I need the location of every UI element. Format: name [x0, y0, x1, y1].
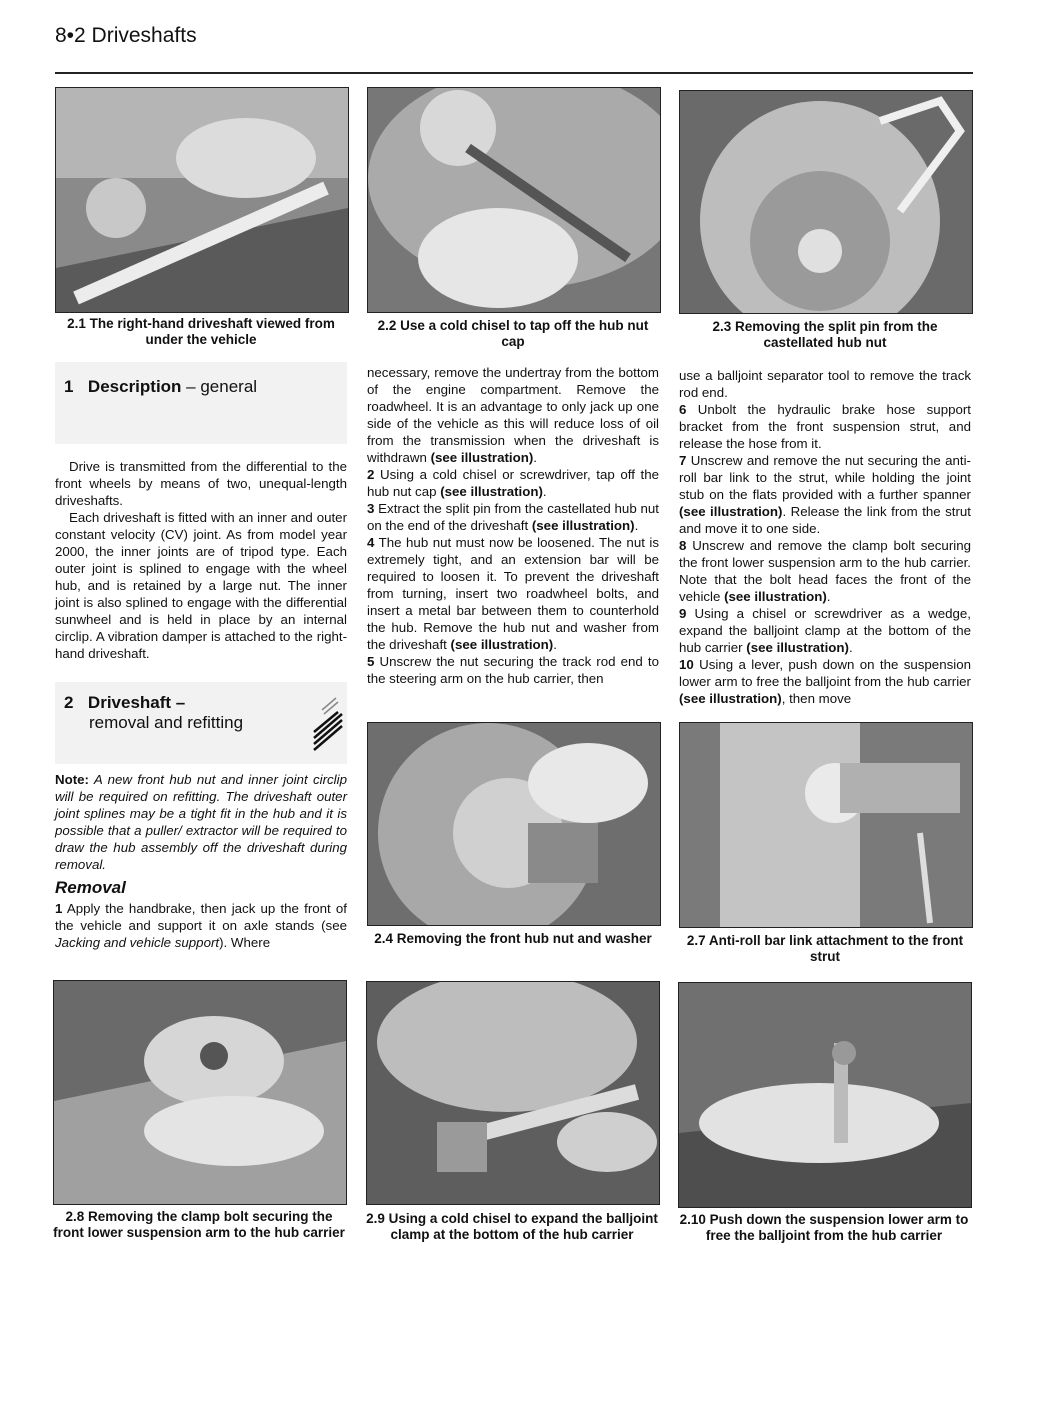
step-text: The hub nut must now be loosened. The nut is extremely tight, and an extension bar will be required to loosen it. To prevent the driveshaft from turning, insert two roadwheel bolts, and insert a metal bar between them to counterhold the hub. Remove the hub nut and washer from the driveshaft [367, 535, 659, 652]
step-8 [679, 537, 971, 605]
step-text: Using a cold chisel or screwdriver, tap off the hub nut cap [367, 467, 659, 499]
paragraph: Drive is transmitted from the differential to the front wheels by means of two, unequal-length driveshafts. [55, 459, 347, 508]
caption-2-7 [679, 933, 971, 965]
caption-2-3 [679, 319, 971, 351]
illustration-ref: (see illustration) [679, 691, 782, 706]
photo-2-3 [679, 90, 973, 314]
section-number: 2 [64, 693, 74, 712]
step-text-end: . [848, 640, 853, 655]
step-italic: Jacking and vehicle support [55, 935, 220, 950]
section-title-bold: Description [87, 377, 182, 396]
step-10 [679, 656, 971, 707]
section-title-bold: Driveshaft – [87, 693, 186, 712]
photo-2-1 [55, 87, 349, 313]
caption-2-8 [53, 1209, 345, 1241]
illustration-ref: (see illustration) [531, 518, 635, 533]
step-text: Apply the handbrake, then jack up the front of the vehicle and support it on axle stands (see [55, 901, 347, 933]
step-number: 4 [367, 535, 375, 550]
step-6 [679, 401, 971, 452]
note [55, 771, 347, 873]
photo-2-8 [53, 980, 347, 1205]
illustration-ref: (see illustration) [430, 450, 534, 465]
step-number: 3 [367, 501, 375, 516]
section-1-heading-panel [55, 362, 347, 444]
illustration-ref: (see illustration) [724, 589, 827, 604]
step-text-end: ). Where [219, 935, 271, 950]
header-rule [55, 72, 973, 74]
caption-num: 2.9 [366, 1211, 385, 1226]
step-text: Unscrew and remove the nut securing the anti-roll bar link to the strut, while holding the joint stub on the flats provided with a further spanner [679, 453, 971, 502]
caption-text: Removing the front hub nut and washer [396, 931, 652, 946]
step-number: 2 [367, 467, 375, 482]
caption-num: 2.8 [65, 1209, 85, 1224]
step-text: Using a lever, push down on the suspension lower arm to free the balljoint from the hub carrier [679, 657, 971, 689]
photo-2-10 [678, 982, 972, 1208]
step-text: Extract the split pin from the castellated hub nut on the end of the driveshaft [367, 501, 659, 533]
step-number: 9 [679, 606, 687, 621]
step-3 [367, 500, 659, 534]
caption-num: 2.2 [377, 318, 397, 333]
caption-num: 2.4 [374, 931, 393, 946]
step-text-end: . [542, 484, 547, 499]
section-title-rest: removal and refitting [89, 713, 244, 732]
section-1-body [55, 458, 347, 662]
step-2 [367, 466, 659, 500]
step-number: 5 [367, 654, 375, 669]
removal-heading: Removal [55, 878, 126, 897]
step-4 [367, 534, 659, 653]
section-2-heading [64, 693, 294, 733]
caption-text: Push down the suspension lower arm to free the balljoint from the hub carrier [705, 1212, 969, 1243]
caption-text: Using a cold chisel to expand the balljoint clamp at the bottom of the hub carrier [388, 1211, 658, 1242]
section-number: 1 [64, 377, 74, 396]
caption-text: Anti-roll bar link attachment to the front strut [708, 933, 964, 964]
paragraph [367, 364, 659, 466]
caption-2-4 [367, 931, 659, 947]
photo-2-4 [367, 722, 661, 926]
step-number: 7 [679, 453, 687, 468]
section-title-rest: – general [181, 377, 258, 396]
step-text: Using a chisel or screwdriver as a wedge, expand the balljoint clamp at the bottom of the hub carrier [679, 606, 971, 655]
step-text-end: . [634, 518, 639, 533]
step-number: 8 [679, 538, 687, 553]
photo-2-7 [679, 722, 973, 928]
step-text-end: . [553, 637, 557, 652]
illustration-ref: (see illustration) [440, 484, 543, 499]
step-text-end: , then move [781, 691, 852, 706]
caption-2-9 [366, 1211, 658, 1243]
page-header: 8•2 Driveshafts [55, 24, 197, 47]
caption-2-10 [678, 1212, 970, 1244]
section-2-body [55, 771, 347, 951]
step-text-end: . Release the link from the strut and move it to one side. [679, 504, 971, 536]
note-text: A new front hub nut and inner joint circlip will be required on refitting. The driveshaft outer joint splines may be a tight fit in the hub and it is possible that a puller/ extractor will be required to draw the hub assembly off the driveshaft during removal. [55, 772, 347, 872]
caption-num: 2.7 [686, 933, 706, 948]
caption-text: Removing the split pin from the castellated hub nut [735, 319, 938, 350]
illustration-ref: (see illustration) [679, 504, 783, 519]
photo-2-2 [367, 87, 661, 313]
illustration-ref: (see illustration) [450, 637, 554, 652]
paragraph: use a balljoint separator tool to remove the track rod end. [679, 368, 971, 400]
paragraph: Each driveshaft is fitted with an inner and outer constant velocity (CV) joint. As from model year 2000, the inner joints are of tripod type. Each outer joint is splined to engage with the wheel hub, and is retained by a large nut. The inner joint is also splined to engage with the differential sunwheel and is held in place by an internal circlip. A vibration damper is attached to the right-hand driveshaft. [55, 510, 347, 661]
step-text-end: . [533, 450, 537, 465]
caption-text: Use a cold chisel to tap off the hub nut cap [400, 318, 649, 349]
note-label: Note: [55, 772, 89, 787]
column-2-body [367, 364, 659, 687]
caption-text: Removing the clamp bolt securing the front lower suspension arm to the hub carrier [53, 1209, 345, 1240]
step-text: Unscrew and remove the clamp bolt securing the front lower suspension arm to the hub carrier. Note that the bolt head faces the front of the vehicle [679, 538, 971, 604]
step-text: necessary, remove the undertray from the bottom of the engine compartment. Remove the roadwheel. It is an advantage to only jack up one side of the vehicle as this will reduce loss of oil from the transmission when the driveshaft is withdrawn [367, 365, 659, 465]
caption-num: 2.10 [679, 1212, 706, 1227]
step-7 [679, 452, 971, 537]
photo-2-9 [366, 981, 660, 1205]
caption-text: The right-hand driveshaft viewed from under the vehicle [89, 316, 335, 347]
caption-2-1 [55, 316, 347, 348]
step-text: Unscrew the nut securing the track rod end to the steering arm on the hub carrier, then [367, 654, 659, 686]
caption-num: 2.1 [67, 316, 86, 331]
step-1 [55, 900, 347, 951]
section-1-heading [64, 377, 257, 397]
column-3-body [679, 367, 971, 707]
caption-num: 2.3 [712, 319, 732, 334]
step-9 [679, 605, 971, 656]
step-text-end: . [826, 589, 831, 604]
step-5 [367, 653, 659, 687]
difficulty-rating-icon [308, 692, 348, 758]
illustration-ref: (see illustration) [746, 640, 849, 655]
step-number: 10 [679, 657, 694, 672]
caption-2-2 [367, 318, 659, 350]
step-number: 6 [679, 402, 687, 417]
step-number: 1 [55, 901, 63, 916]
step-text: Unbolt the hydraulic brake hose support bracket from the front suspension strut, and release the hose from it. [679, 402, 971, 451]
